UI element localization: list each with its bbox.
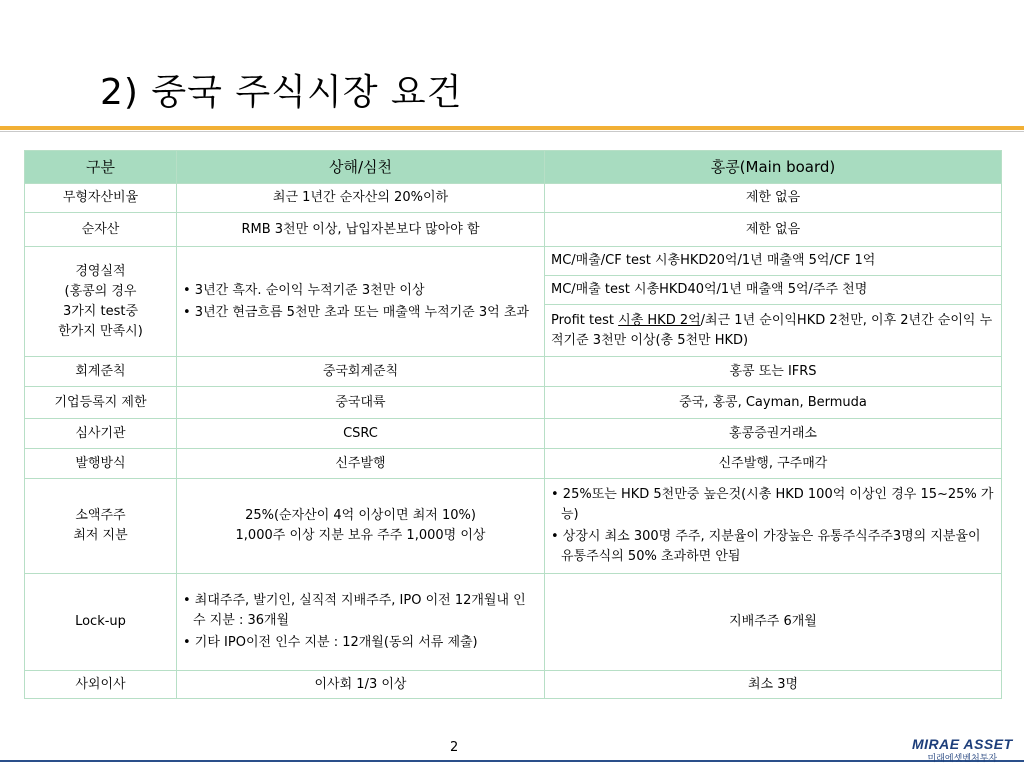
profit-test-prefix: Profit test	[551, 312, 619, 328]
bullet-item: • 기타 IPO이전 인수 지분 : 12개월(동의 서류 제출)	[183, 635, 478, 650]
text-line: 1,000주 이상 지분 보유 주주 1,000명 이상	[235, 528, 486, 543]
row-label: 기업등록지 제한	[25, 387, 177, 419]
cell-hongkong: 중국, 홍콩, Cayman, Bermuda	[545, 387, 1002, 419]
cell-hongkong-minority	[545, 479, 1002, 574]
cell-hongkong-test2: MC/매출 test 시총HKD40억/1년 매출액 5억/주주 천명	[545, 276, 1002, 305]
label-line: 경영실적	[75, 263, 126, 279]
cell-shanghai: 신주발행	[177, 449, 545, 479]
cell-shanghai: 이사회 1/3 이상	[177, 671, 545, 699]
row-label: 발행방식	[25, 449, 177, 479]
table-row	[25, 671, 1002, 699]
row-label-performance	[25, 247, 177, 357]
slide-title: 2) 중국 주식시장 요건	[100, 72, 463, 113]
bullet-item: • 상장시 최소 300명 주주, 지분율이 가장높은 유통주식주주3명의 지분율이 유통주식의 50% 초과하면 안됨	[551, 529, 981, 564]
label-line: 최저 지분	[73, 528, 128, 543]
bullet-item: • 25%또는 HKD 5천만중 높은것(시총 HKD 100억 이상인 경우 15~25% 가능)	[551, 487, 994, 522]
cell-shanghai-lockup	[177, 574, 545, 671]
cell-hongkong-test1: MC/매출/CF test 시총HKD20억/1년 매출액 5억/CF 1억	[545, 247, 1002, 276]
listing-requirements-table	[24, 150, 1002, 699]
text-line: 25%(순자산이 4억 이상이면 최저 10%)	[245, 508, 476, 523]
cell-shanghai: RMB 3천만 이상, 납입자본보다 많아야 함	[177, 213, 545, 247]
title-underline-thin	[0, 131, 1024, 132]
row-label: 순자산	[25, 213, 177, 247]
bullet-item: • 3년간 흑자. 순이익 누적기준 3천만 이상	[183, 282, 425, 298]
cell-hongkong: 홍콩증권거래소	[545, 419, 1002, 449]
cell-hongkong: 최소 3명	[545, 671, 1002, 699]
row-label: 회계준칙	[25, 357, 177, 387]
cell-shanghai-minority	[177, 479, 545, 574]
row-label: 심사기관	[25, 419, 177, 449]
bullet-item: • 3년간 현금흐름 5천만 초과 또는 매출액 누적기준 3억 초과	[183, 304, 529, 320]
logo-brand: MIRAE ASSET	[912, 736, 1013, 752]
cell-hongkong: 신주발행, 구주매각	[545, 449, 1002, 479]
row-label: 무형자산비율	[25, 184, 177, 213]
label-line: 소액주주	[75, 508, 126, 523]
row-label-minority	[25, 479, 177, 574]
cell-hongkong: 홍콩 또는 IFRS	[545, 357, 1002, 387]
mirae-asset-logo	[912, 736, 1013, 764]
cell-hongkong-test3	[545, 305, 1002, 357]
table-row	[25, 357, 1002, 387]
table-row	[25, 449, 1002, 479]
table-row	[25, 213, 1002, 247]
cell-hongkong: 제한 없음	[545, 184, 1002, 213]
table-row	[25, 419, 1002, 449]
header-shanghai-shenzhen: 상해/심천	[177, 151, 545, 184]
row-label: 사외이사	[25, 671, 177, 699]
cell-hongkong: 지배주주 6개월	[545, 574, 1002, 671]
footer-rule	[0, 760, 1024, 762]
logo-subtitle: 미래에셋벤처투자	[927, 754, 998, 764]
profit-test-underlined: 시총 HKD 2억	[618, 312, 701, 328]
cell-shanghai-performance	[177, 247, 545, 357]
label-line: 3가지 test중	[62, 303, 139, 319]
page-number: 2	[450, 740, 459, 755]
cell-shanghai: 중국회계준칙	[177, 357, 545, 387]
title-underline-accent	[0, 126, 1024, 130]
header-category: 구분	[25, 151, 177, 184]
bullet-item: • 최대주주, 발기인, 실직적 지배주주, IPO 이전 12개월내 인수 지분 : 36개월	[183, 593, 526, 628]
cell-hongkong: 제한 없음	[545, 213, 1002, 247]
cell-shanghai: 중국대륙	[177, 387, 545, 419]
label-line: (홍콩의 경우	[64, 283, 137, 299]
label-line: 한가지 만족시)	[58, 323, 143, 339]
table-row	[25, 387, 1002, 419]
cell-shanghai: CSRC	[177, 419, 545, 449]
table-row	[25, 479, 1002, 574]
cell-shanghai: 최근 1년간 순자산의 20%이하	[177, 184, 545, 213]
table-row	[25, 247, 1002, 276]
table-header-row	[25, 151, 1002, 184]
table-row	[25, 574, 1002, 671]
table-row	[25, 184, 1002, 213]
profit-test-suffix: /최근 1년 순이익HKD 2천만, 이후 2년간 순이익 누적기준 3천만 이상(총 5천만 HKD)	[551, 312, 993, 348]
row-label: Lock-up	[25, 574, 177, 671]
header-hongkong: 홍콩(Main board)	[545, 151, 1002, 184]
